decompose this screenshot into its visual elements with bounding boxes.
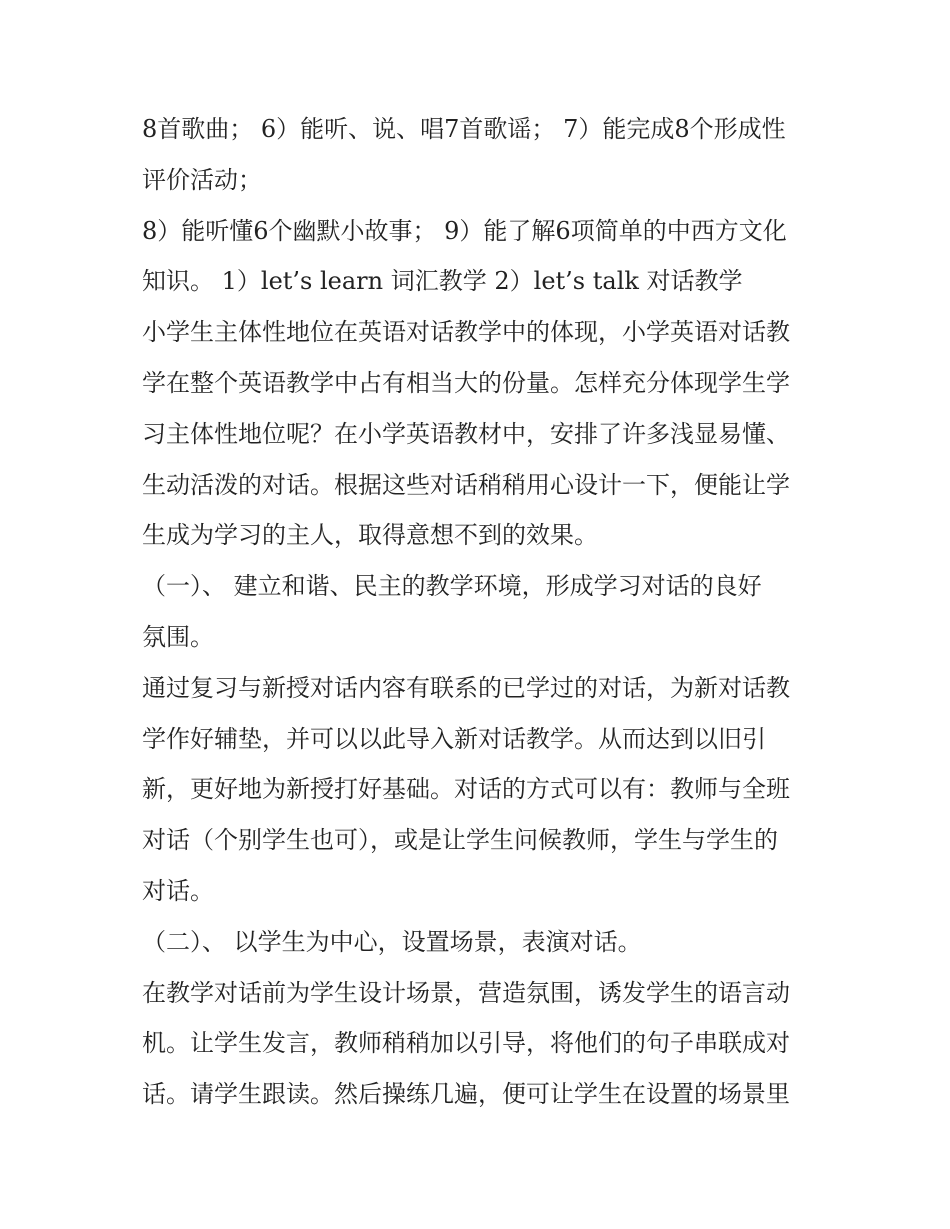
text-line: 对话。 bbox=[142, 876, 214, 905]
text-line: 评价活动； bbox=[142, 165, 262, 194]
text-line: 新，更好地为新授打好基础。对话的方式可以有：教师与全班 bbox=[142, 775, 790, 804]
text-line: 通过复习与新授对话内容有联系的已学过的对话，为新对话教 bbox=[142, 673, 790, 702]
document-body bbox=[142, 104, 822, 1120]
text-line: 8）能听懂6个幽默小故事； 9）能了解6项简单的中西方文化 bbox=[142, 216, 787, 245]
text-line: 学作好辅垫，并可以以此导入新对话教学。从而达到以旧引 bbox=[142, 724, 766, 753]
text-line: 8首歌曲； 6）能听、说、唱7首歌谣； 7）能完成8个形成性 bbox=[142, 115, 786, 143]
text-line: 在教学对话前为学生设计场景，营造氛围，诱发学生的语言动 bbox=[142, 978, 790, 1007]
text-line: 学在整个英语教学中占有相当大的份量。怎样充分体现学生学 bbox=[142, 368, 790, 397]
section-heading: （二）、 以学生为中心，设置场景，表演对话。 bbox=[142, 927, 642, 956]
text-line: 生动活泼的对话。根据这些对话稍稍用心设计一下，便能让学 bbox=[142, 470, 790, 499]
text-line: 氛围。 bbox=[142, 622, 214, 651]
text-line: 话。请学生跟读。然后操练几遍，便可让学生在设置的场景里 bbox=[142, 1080, 790, 1109]
text-line: 机。让学生发言，教师稍稍加以引导，将他们的句子串联成对 bbox=[142, 1029, 790, 1058]
text-line: 习主体性地位呢？在小学英语教材中，安排了许多浅显易懂、 bbox=[142, 419, 790, 448]
section-heading: （一）、 建立和谐、民主的教学环境，形成学习对话的良好 bbox=[142, 572, 762, 601]
text-line: 小学生主体性地位在英语对话教学中的体现，小学英语对话教 bbox=[142, 318, 790, 347]
text-line: 对话（个别学生也可），或是让学生问候教师，学生与学生的 bbox=[142, 826, 778, 855]
text-line: 生成为学习的主人，取得意想不到的效果。 bbox=[142, 521, 598, 550]
text-line: 知识。 1）let’s learn 词汇教学 2）let’s talk 对话教学 bbox=[142, 267, 743, 296]
